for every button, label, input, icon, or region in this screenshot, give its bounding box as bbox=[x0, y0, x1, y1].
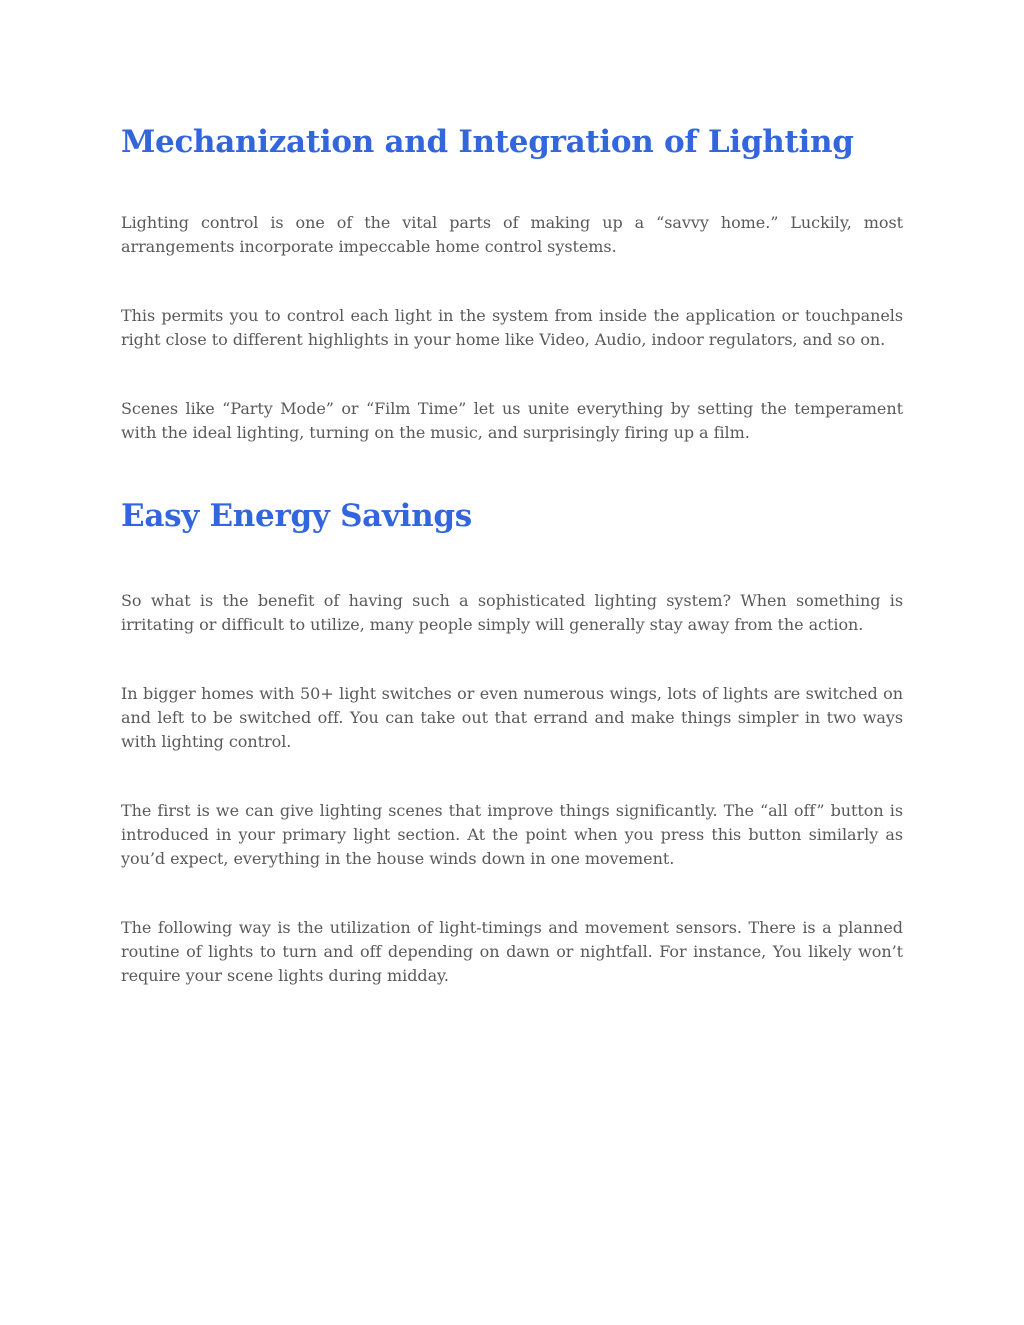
paragraph: Lighting control is one of the vital parts of making up a “savvy home.” Luckily, most arrangements incorporate impeccable home control systems. bbox=[121, 213, 903, 256]
paragraph: So what is the benefit of having such a sophisticated lighting system? When something is irritating or difficult to utilize, many people simply will generally stay away from the action. bbox=[121, 591, 903, 634]
paragraph: The first is we can give lighting scenes that improve things significantly. The “all off” button is introduced in your primary light section. At the point when you press this button similarly as you’d expect, everything in the house winds down in one movement. bbox=[121, 801, 903, 868]
paragraph: This permits you to control each light in the system from inside the application or touchpanels right close to different highlights in your home like Video, Audio, indoor regulators, and so on. bbox=[121, 306, 903, 349]
section-title-lighting-integration: Mechanization and Integration of Lighting bbox=[121, 124, 854, 160]
section-title-energy-savings: Easy Energy Savings bbox=[121, 498, 472, 534]
paragraph: In bigger homes with 50+ light switches or even numerous wings, lots of lights are switched on and left to be switched off. You can take out that errand and make things simpler in two ways with lighting control. bbox=[121, 684, 903, 751]
paragraph: Scenes like “Party Mode” or “Film Time” let us unite everything by setting the temperament with the ideal lighting, turning on the music, and surprisingly firing up a film. bbox=[121, 399, 903, 442]
document-page bbox=[121, 118, 903, 988]
paragraph: The following way is the utilization of light-timings and movement sensors. There is a planned routine of lights to turn and off depending on dawn or nightfall. For instance, You likely won’t require your scene lights during midday. bbox=[121, 918, 903, 985]
